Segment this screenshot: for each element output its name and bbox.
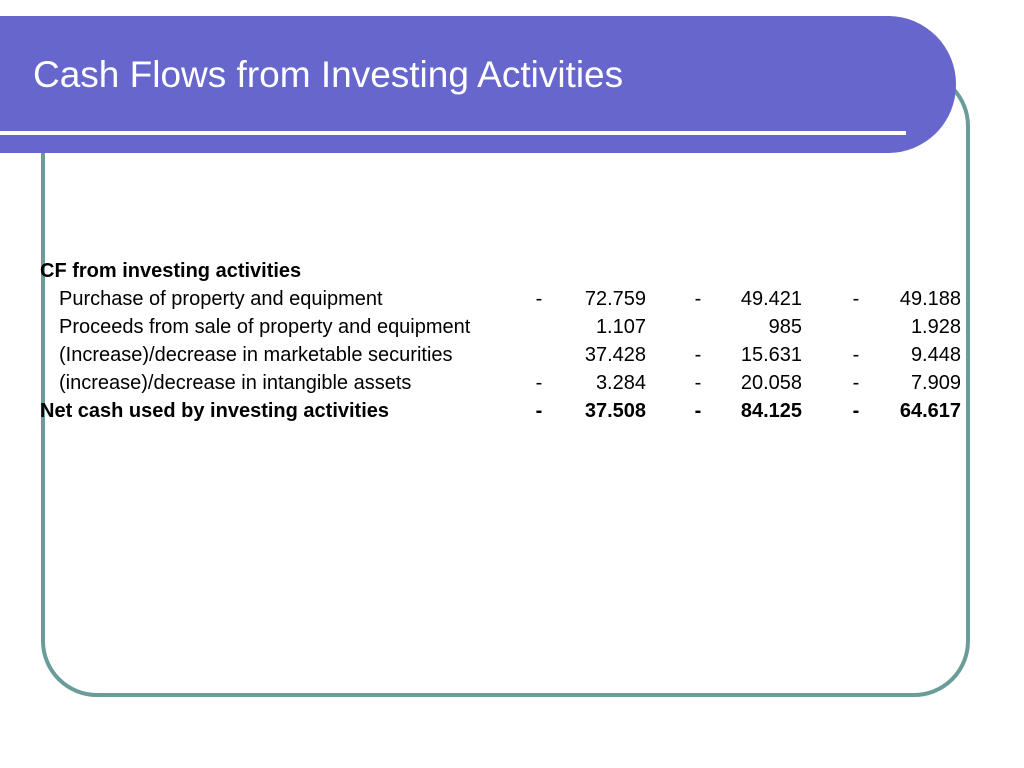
value-sign: - bbox=[694, 344, 702, 366]
row-label: (increase)/decrease in intangible assets bbox=[59, 372, 412, 394]
value-amount: 49.421 bbox=[740, 288, 802, 310]
table-header-label: CF from investing activities bbox=[40, 260, 302, 282]
cash-flow-table bbox=[40, 257, 970, 425]
table-row bbox=[40, 369, 970, 397]
value-sign: - bbox=[694, 288, 702, 310]
row-label: (Increase)/decrease in marketable securities bbox=[59, 344, 453, 366]
table-header-row bbox=[40, 257, 970, 285]
total-sign: - bbox=[694, 400, 702, 422]
total-amount: 84.125 bbox=[740, 400, 802, 422]
value-sign: - bbox=[852, 288, 860, 310]
value-amount: 985 bbox=[768, 316, 802, 338]
table-total-row bbox=[40, 397, 970, 425]
table-row bbox=[40, 341, 970, 369]
slide-title: Cash Flows from Investing Activities bbox=[33, 54, 624, 95]
title-underline bbox=[0, 131, 906, 135]
row-label: Proceeds from sale of property and equipment bbox=[59, 316, 471, 338]
value-sign: - bbox=[852, 372, 860, 394]
total-sign: - bbox=[535, 400, 543, 422]
value-amount: 9.448 bbox=[910, 344, 961, 366]
value-amount: 72.759 bbox=[584, 288, 646, 310]
row-label: Purchase of property and equipment bbox=[59, 288, 383, 310]
table-row bbox=[40, 313, 970, 341]
value-amount: 3.284 bbox=[595, 372, 646, 394]
total-amount: 64.617 bbox=[899, 400, 961, 422]
value-amount: 49.188 bbox=[899, 288, 961, 310]
total-label: Net cash used by investing activities bbox=[40, 400, 390, 422]
value-amount: 1.107 bbox=[595, 316, 646, 338]
value-sign: - bbox=[535, 372, 543, 394]
value-amount: 37.428 bbox=[584, 344, 646, 366]
total-amount: 37.508 bbox=[584, 400, 646, 422]
value-amount: 1.928 bbox=[910, 316, 961, 338]
value-sign: - bbox=[852, 344, 860, 366]
total-sign: - bbox=[852, 400, 860, 422]
value-sign: - bbox=[694, 372, 702, 394]
value-amount: 20.058 bbox=[740, 372, 802, 394]
table-row bbox=[40, 285, 970, 313]
value-amount: 7.909 bbox=[910, 372, 961, 394]
value-amount: 15.631 bbox=[740, 344, 802, 366]
value-sign: - bbox=[535, 288, 543, 310]
